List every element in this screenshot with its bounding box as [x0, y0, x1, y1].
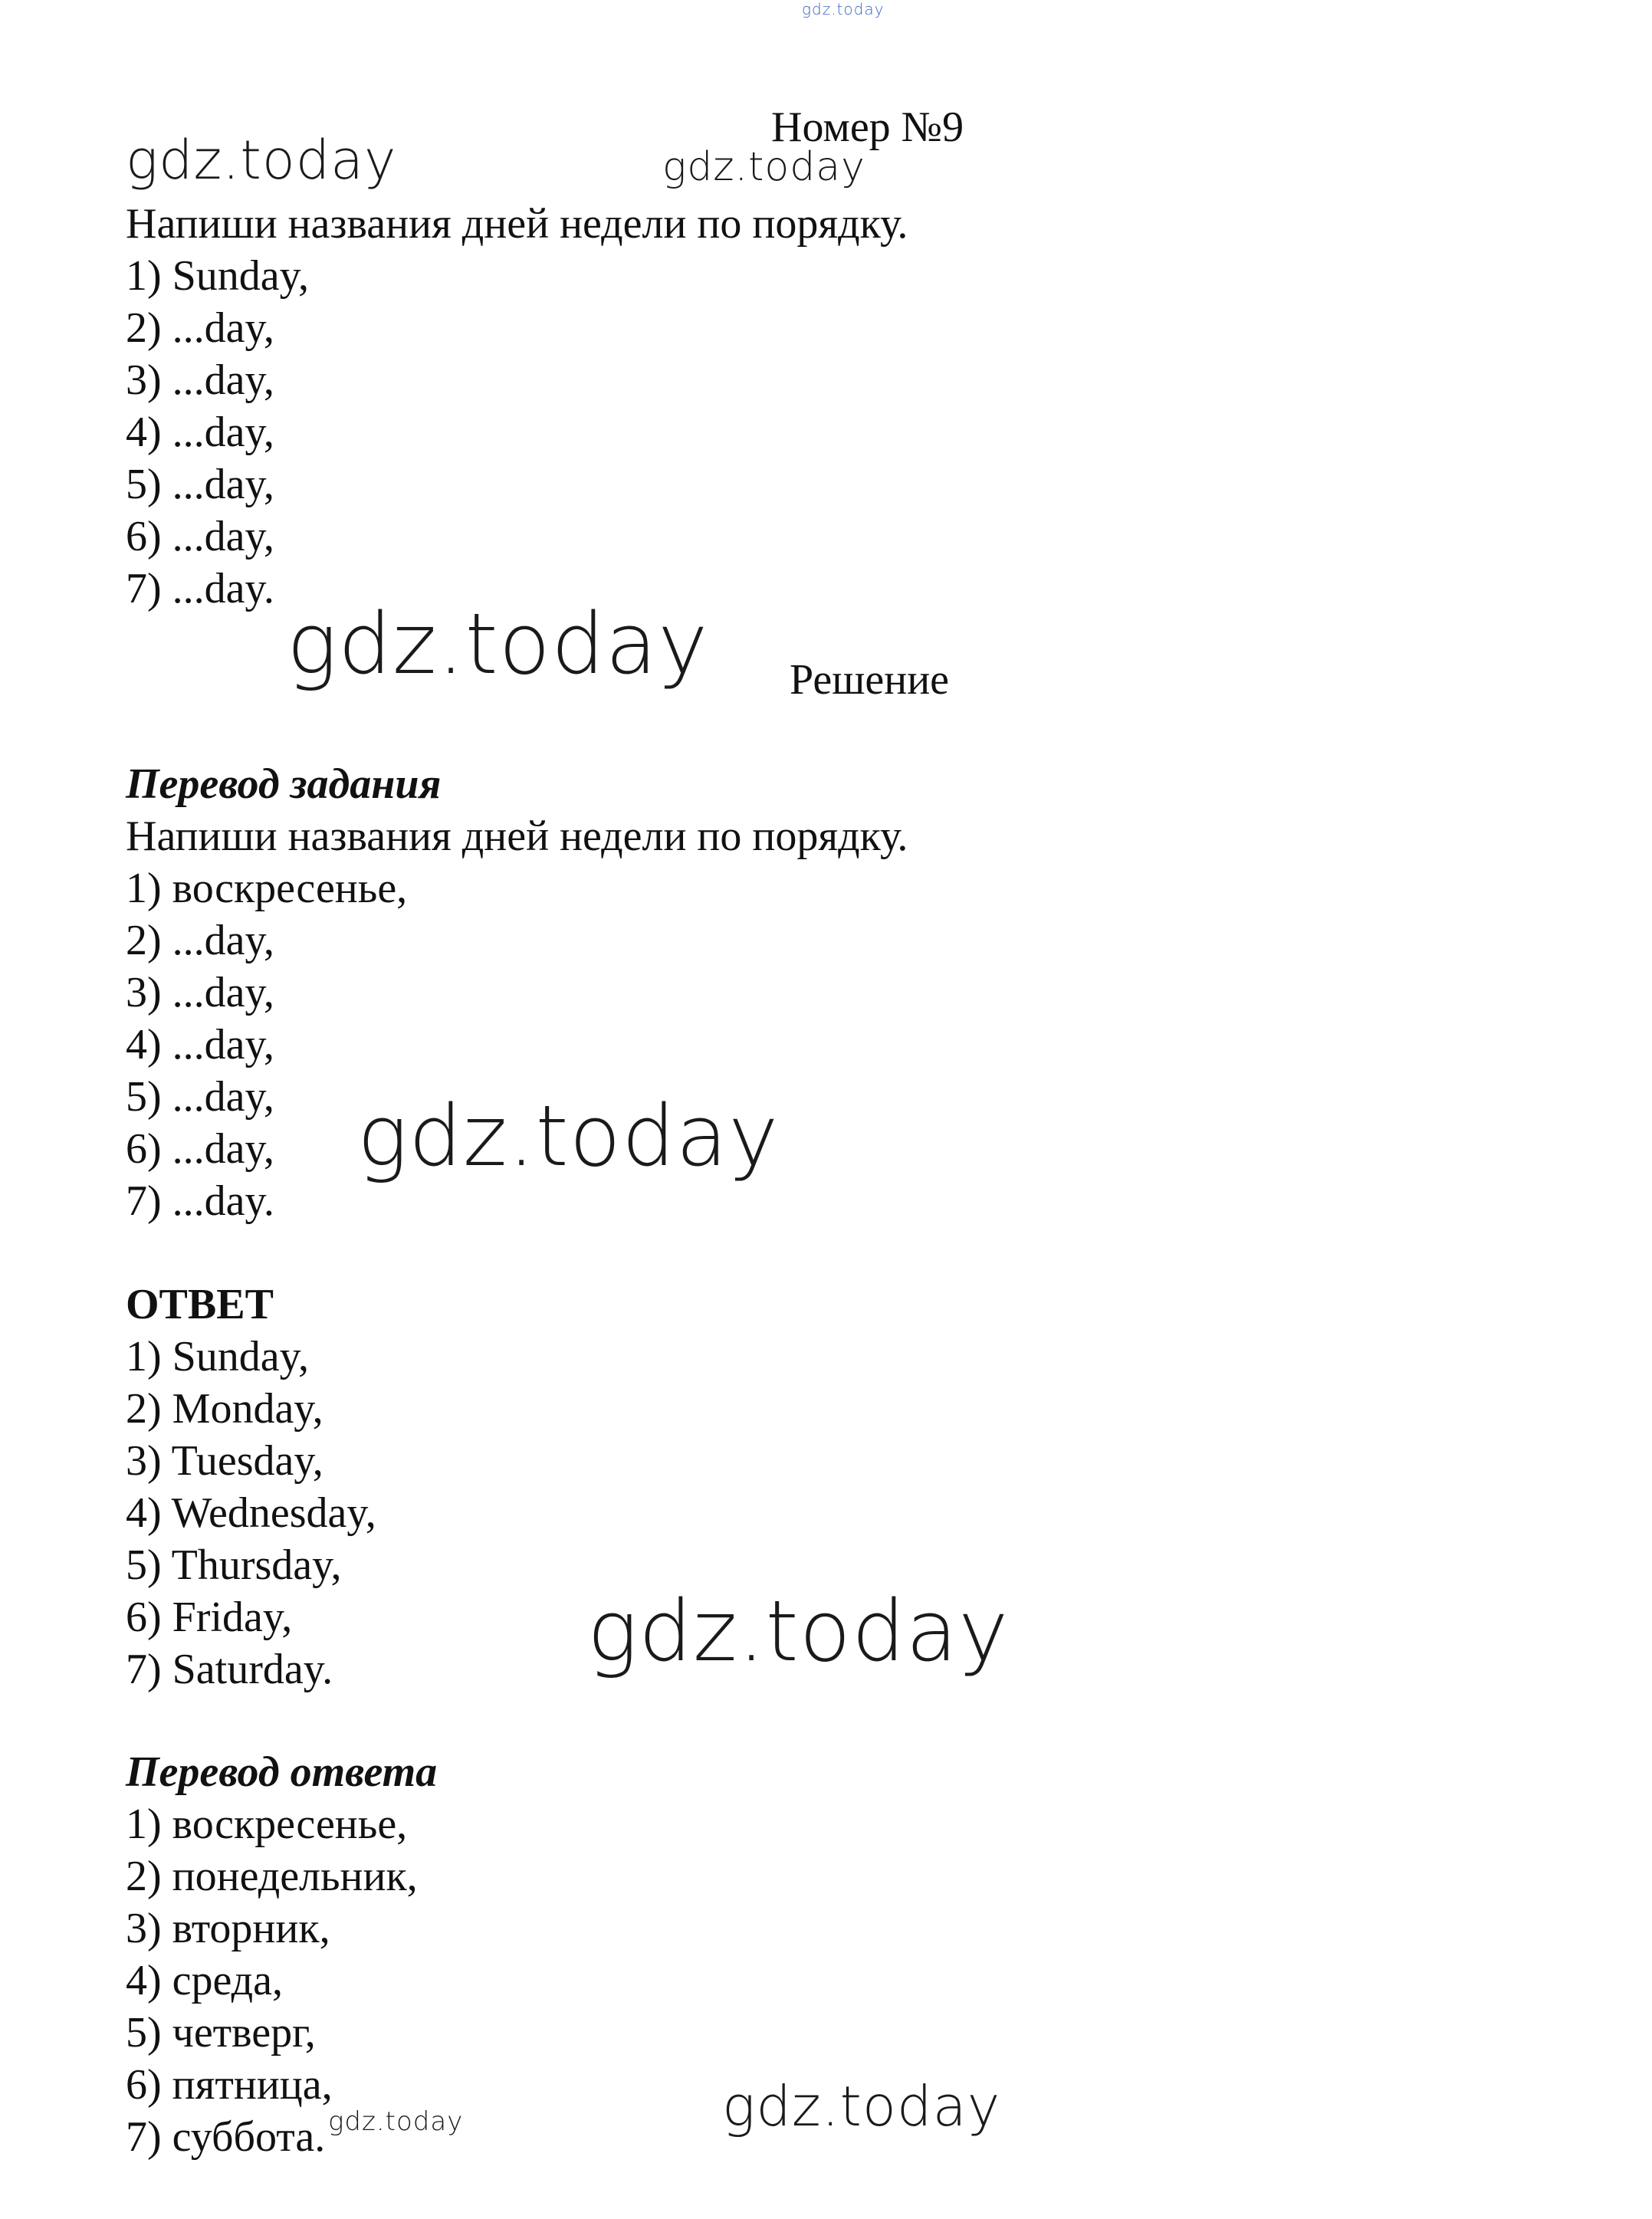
- watermark: gdz.today: [662, 144, 865, 190]
- answer-translation-item: 4) среда,: [126, 1957, 283, 2004]
- task-translation-item: 5) ...day,: [126, 1073, 274, 1121]
- watermark: gdz.today: [722, 2074, 1001, 2139]
- task-instruction: Напиши названия дней недели по порядку.: [126, 200, 908, 248]
- answer-translation-item: 3) вторник,: [126, 1905, 330, 1952]
- task-item: 4) ...day,: [126, 409, 274, 456]
- answer-translation-item: 6) пятница,: [126, 2061, 333, 2109]
- watermark: gdz.today: [587, 1582, 1010, 1680]
- answer-item: 7) Saturday.: [126, 1646, 333, 1693]
- page-title: Номер №9: [771, 103, 964, 151]
- solution-label: Решение: [790, 656, 950, 704]
- answer-item: 1) Sunday,: [126, 1333, 310, 1380]
- answer-translation-item: 5) четверг,: [126, 2009, 316, 2057]
- answer-translation-item: 1) воскресенье,: [126, 1800, 408, 1848]
- task-translation-item: 6) ...day,: [126, 1125, 274, 1173]
- task-translation-item: 1) воскресенье,: [126, 865, 408, 912]
- task-item: 2) ...day,: [126, 304, 274, 352]
- answer-item: 4) Wednesday,: [126, 1489, 376, 1537]
- task-item: 1) Sunday,: [126, 252, 310, 300]
- watermark: gdz.today: [287, 595, 709, 693]
- task-item: 5) ...day,: [126, 461, 274, 508]
- task-item: 3) ...day,: [126, 356, 274, 404]
- watermark: gdz.today: [328, 2106, 464, 2137]
- answer-item: 6) Friday,: [126, 1594, 293, 1641]
- task-translation-item: 3) ...day,: [126, 969, 274, 1016]
- answer-item: 2) Monday,: [126, 1385, 324, 1433]
- watermark-top: gdz.today: [802, 0, 885, 18]
- answer-translation-heading: Перевод ответа: [126, 1748, 438, 1796]
- answer-item: 5) Thursday,: [126, 1541, 342, 1589]
- answer-heading: ОТВЕТ: [126, 1281, 274, 1328]
- watermark: gdz.today: [357, 1087, 780, 1185]
- answer-translation-item: 2) понедельник,: [126, 1853, 418, 1900]
- answer-translation-item: 7) суббота.: [126, 2113, 326, 2161]
- task-translation-instruction: Напиши названия дней недели по порядку.: [126, 812, 908, 860]
- task-item: 7) ...day.: [126, 565, 274, 612]
- answer-item: 3) Tuesday,: [126, 1437, 324, 1485]
- task-translation-item: 2) ...day,: [126, 917, 274, 964]
- task-translation-item: 4) ...day,: [126, 1021, 274, 1068]
- watermark: gdz.today: [126, 129, 397, 192]
- task-translation-item: 7) ...day.: [126, 1177, 274, 1225]
- task-translation-heading: Перевод задания: [126, 760, 442, 808]
- task-item: 6) ...day,: [126, 513, 274, 560]
